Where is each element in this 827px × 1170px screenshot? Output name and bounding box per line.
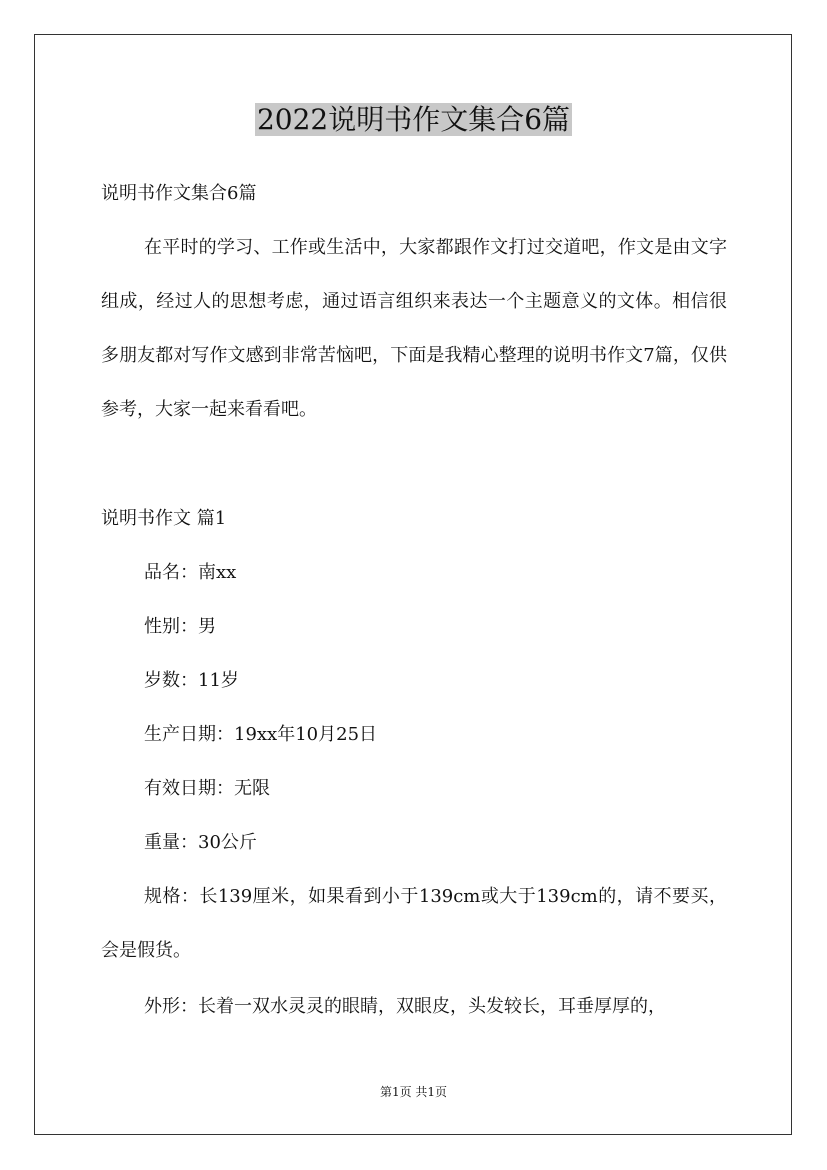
field-age: 岁数：11岁 <box>144 670 239 691</box>
field-weight: 重量：30公斤 <box>144 832 257 853</box>
spec-paragraph: 规格：长139厘米，如果看到小于139cm或大于139cm的，请不要买，会是假货。 <box>101 886 727 961</box>
field-gender: 性别：男 <box>144 616 216 637</box>
field-product-name: 品名：南xx <box>144 562 237 583</box>
appearance-line: 外形：长着一双水灵灵的眼睛，双眼皮，头发较长，耳垂厚厚的， <box>144 996 666 1017</box>
field-production-date: 生产日期：19xx年10月25日 <box>144 724 378 745</box>
page-footer: 第1页 共1页 <box>379 1085 448 1099</box>
document-subtitle: 说明书作文集合6篇 <box>101 183 257 204</box>
field-expiry-date: 有效日期：无限 <box>144 778 270 799</box>
document-title <box>0 100 827 140</box>
document-title-text: 2022说明书作文集合6篇 <box>256 103 571 136</box>
intro-paragraph: 在平时的学习、工作或生活中，大家都跟作文打过交道吧，作文是由文字组成，经过人的思想考虑，通过语言组织来表达一个主题意义的文体。相信很多朋友都对写作文感到非常苦恼吧，下面是我精心整理的说明书作文7篇，仅供参考，大家一起来看看吧。 <box>101 237 727 420</box>
section-heading: 说明书作文 篇1 <box>101 508 227 529</box>
